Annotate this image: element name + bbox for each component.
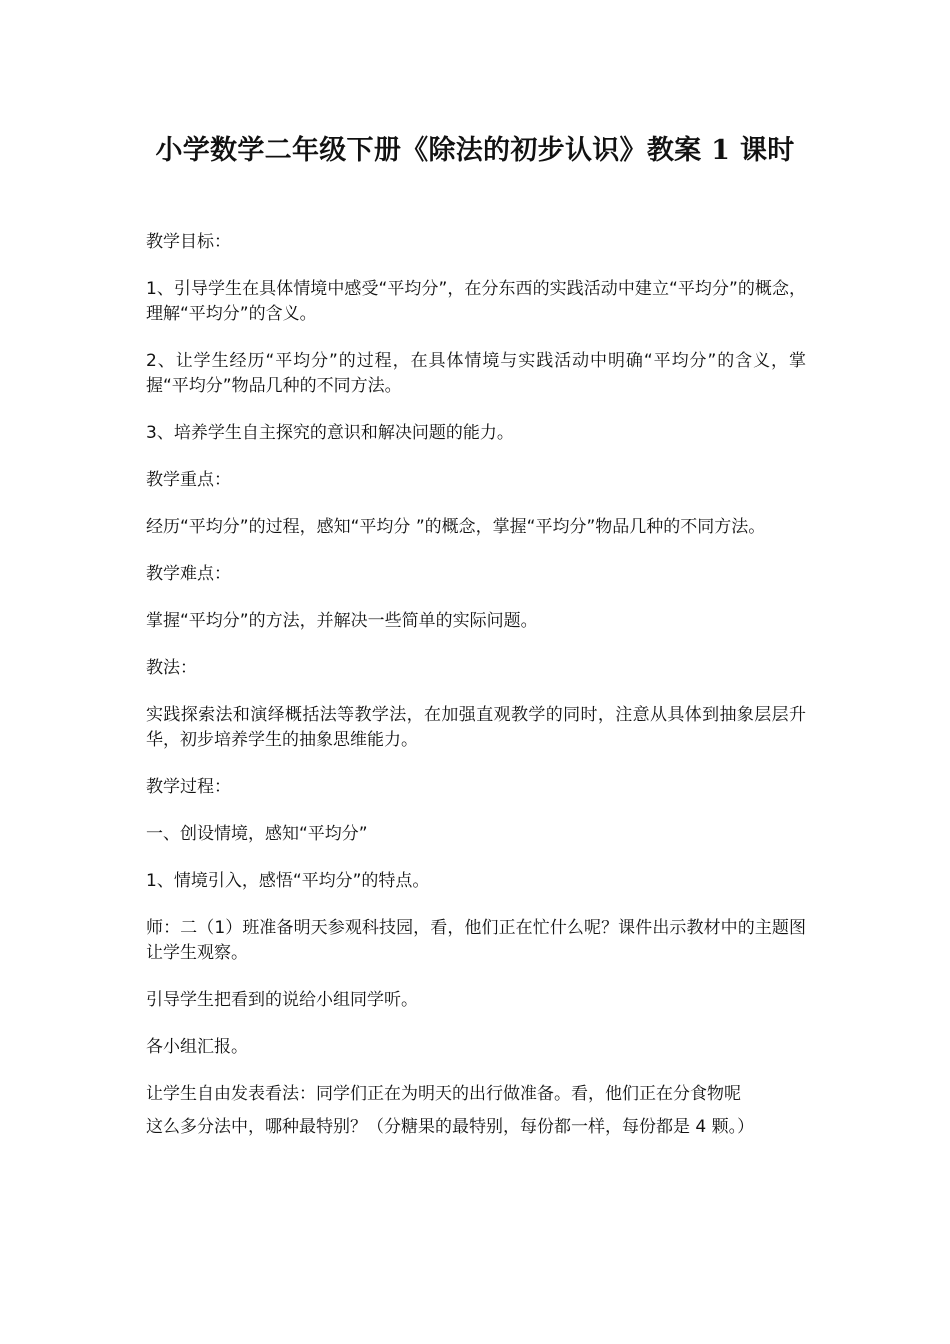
objective-2: 2、让学生经历“平均分”的过程，在具体情境与实践活动中明确“平均分”的含义，掌握“平均分”物品几种的不同方法。 xyxy=(146,351,806,396)
heading-difficulties: 教学难点： xyxy=(146,564,231,584)
teacher-intro-text: 师：二（1）班准备明天参观科技园，看，他们正在忙什么呢？课件出示教材中的主题图让学生观察。 xyxy=(146,918,806,963)
heading-teaching-process: 教学过程： xyxy=(146,777,231,797)
process-section-1: 一、创设情境，感知“平均分” xyxy=(146,824,368,844)
objective-3: 3、培养学生自主探究的意识和解决问题的能力。 xyxy=(146,423,514,443)
objective-1: 1、引导学生在具体情境中感受“平均分”，在分东西的实践活动中建立“平均分”的概念，理解“平均分”的含义。 xyxy=(146,279,806,324)
difficulties-text: 掌握“平均分”的方法，并解决一些简单的实际问题。 xyxy=(146,611,538,631)
special-method-question: 这么多分法中，哪种最特别？（分糖果的最特别，每份都一样，每份都是 4 颗。） xyxy=(146,1117,755,1137)
heading-key-points: 教学重点： xyxy=(146,470,231,490)
student-opinion-text: 让学生自由发表看法：同学们正在为明天的出行做准备。看，他们正在分食物呢 xyxy=(146,1084,741,1104)
process-step-1: 1、情境引入，感悟“平均分”的特点。 xyxy=(146,871,430,891)
teaching-method-text: 实践探索法和演绎概括法等教学法，在加强直观教学的同时，注意从具体到抽象层层升华，初步培养学生的抽象思维能力。 xyxy=(146,705,806,750)
heading-teaching-method: 教法： xyxy=(146,658,197,678)
group-report-text: 各小组汇报。 xyxy=(146,1037,248,1057)
guide-students-text: 引导学生把看到的说给小组同学听。 xyxy=(146,990,418,1010)
heading-teaching-objectives: 教学目标： xyxy=(146,232,231,252)
document-body xyxy=(146,230,806,1162)
key-points-text: 经历“平均分”的过程，感知“平均分 ”的概念，掌握“平均分”物品几种的不同方法。 xyxy=(146,517,766,537)
document-title: 小学数学二年级下册《除法的初步认识》教案 1 课时 xyxy=(155,135,795,166)
